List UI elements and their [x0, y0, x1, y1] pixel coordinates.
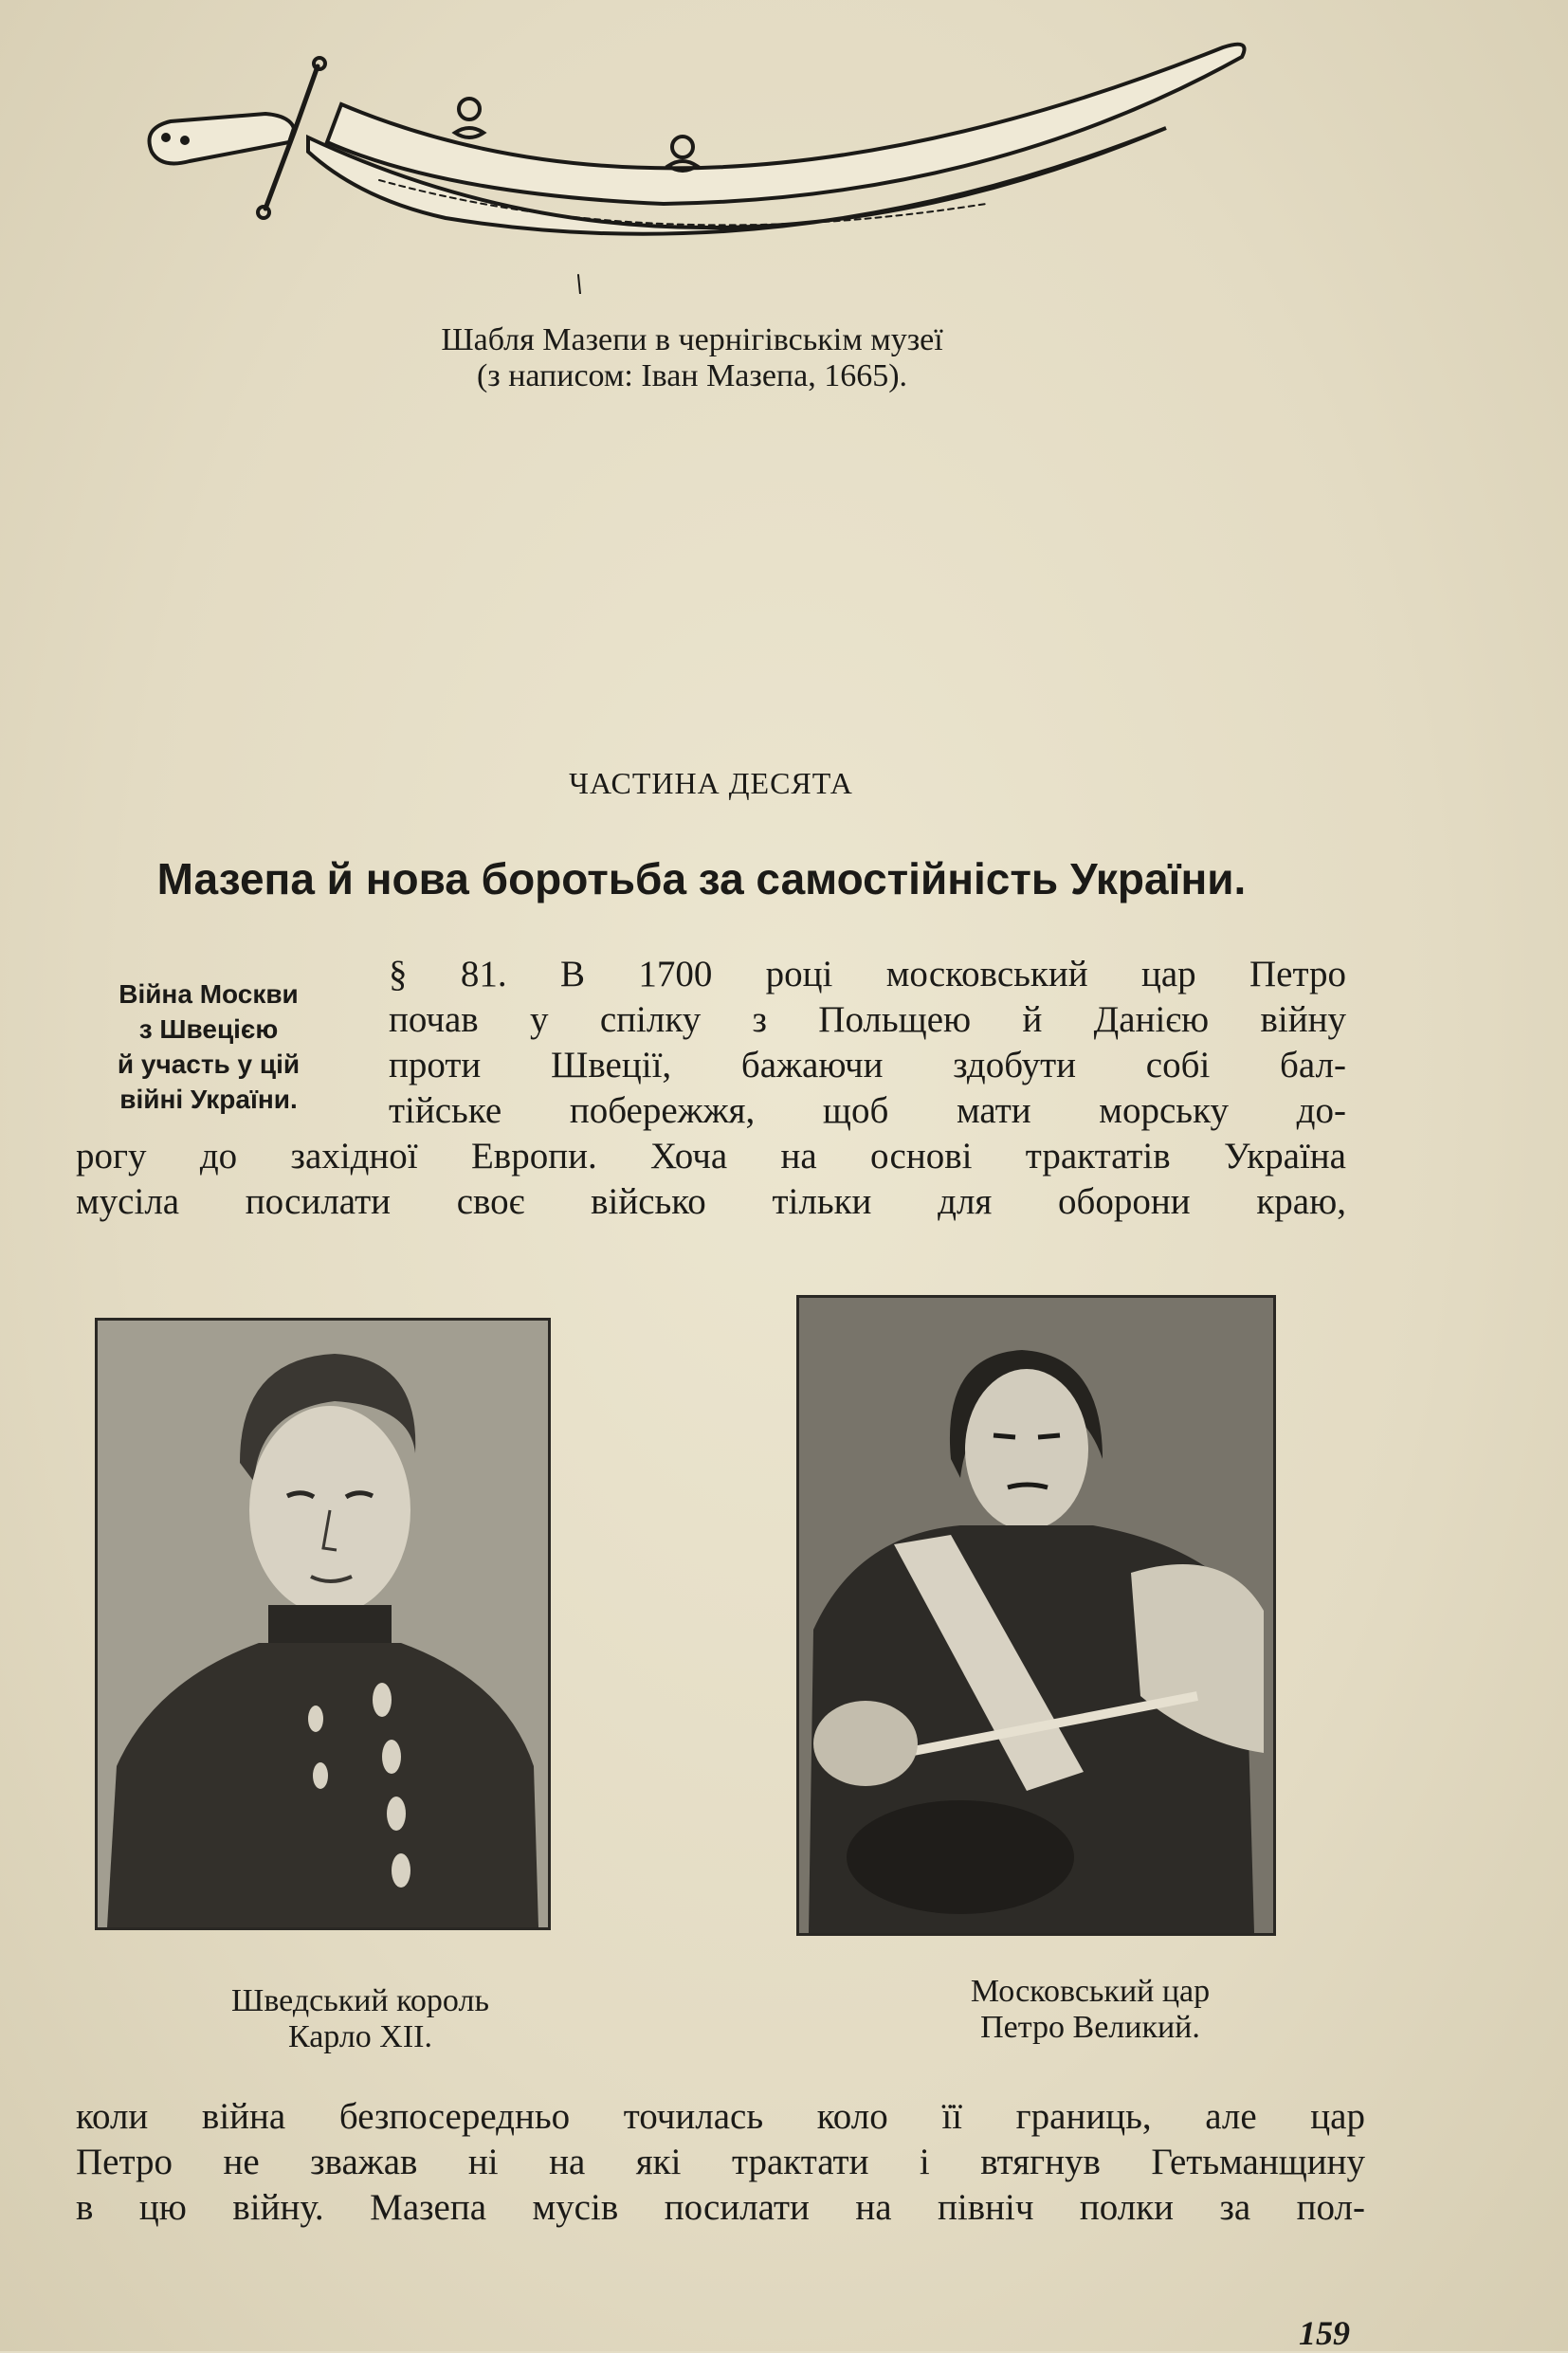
- chapter-title: Мазепа й нова боротьба за самостійність України.: [156, 854, 1247, 903]
- caption-line: Московський цар: [970, 1974, 1211, 2009]
- portrait-charles-xii: [95, 1318, 551, 1930]
- caption-line: Шведський король: [231, 1983, 489, 2018]
- portrait-left-caption: [161, 1983, 559, 2055]
- text-line: коли війна безпосередньо точилась коло її границь, але цар: [76, 2096, 1365, 2137]
- text-line: Петро не зважав ні на які трактати і втягнув Гетьманщину: [76, 2142, 1365, 2182]
- text-line: тійське побережжя, щоб мати морську до-: [389, 1090, 1346, 1131]
- margin-note-line: війні України.: [119, 1085, 298, 1114]
- saber-caption-line: (з написом: Іван Мазепа, 1665).: [476, 358, 908, 393]
- saber-illustration: [133, 38, 1270, 294]
- margin-note-line: Війна Москви: [119, 979, 299, 1009]
- portrait-right-caption: [882, 1974, 1299, 2046]
- part-label: ЧАСТИНА ДЕСЯТА: [569, 766, 853, 800]
- margin-note: [66, 976, 351, 1117]
- text-line: § 81. В 1700 році московський цар Петро: [389, 954, 1346, 994]
- text-line: проти Швеції, бажаючи здобути собі бал-: [389, 1045, 1346, 1085]
- saber-caption-line: Шабля Мазепи в чернігівськім музеї: [441, 322, 943, 357]
- page-number: 159: [1299, 2314, 1350, 2352]
- text-line: мусіла посилати своє військо тільки для оборони краю,: [76, 1181, 1346, 1222]
- portrait-peter-the-great: [796, 1295, 1276, 1936]
- margin-note-line: з Швецією: [138, 1014, 279, 1044]
- text-line: рогу до західної Европи. Хоча на основі трактатів Україна: [76, 1136, 1346, 1176]
- caption-line: Петро Великий.: [980, 2010, 1200, 2045]
- saber-caption: [284, 322, 1100, 394]
- text-line: почав у спілку з Польщею й Данією війну: [389, 999, 1346, 1040]
- margin-note-line: й участь у цій: [117, 1049, 301, 1079]
- caption-line: Карло XII.: [287, 2019, 433, 2054]
- text-line: в цю війну. Мазепа мусів посилати на північ полки за пол-: [76, 2187, 1365, 2228]
